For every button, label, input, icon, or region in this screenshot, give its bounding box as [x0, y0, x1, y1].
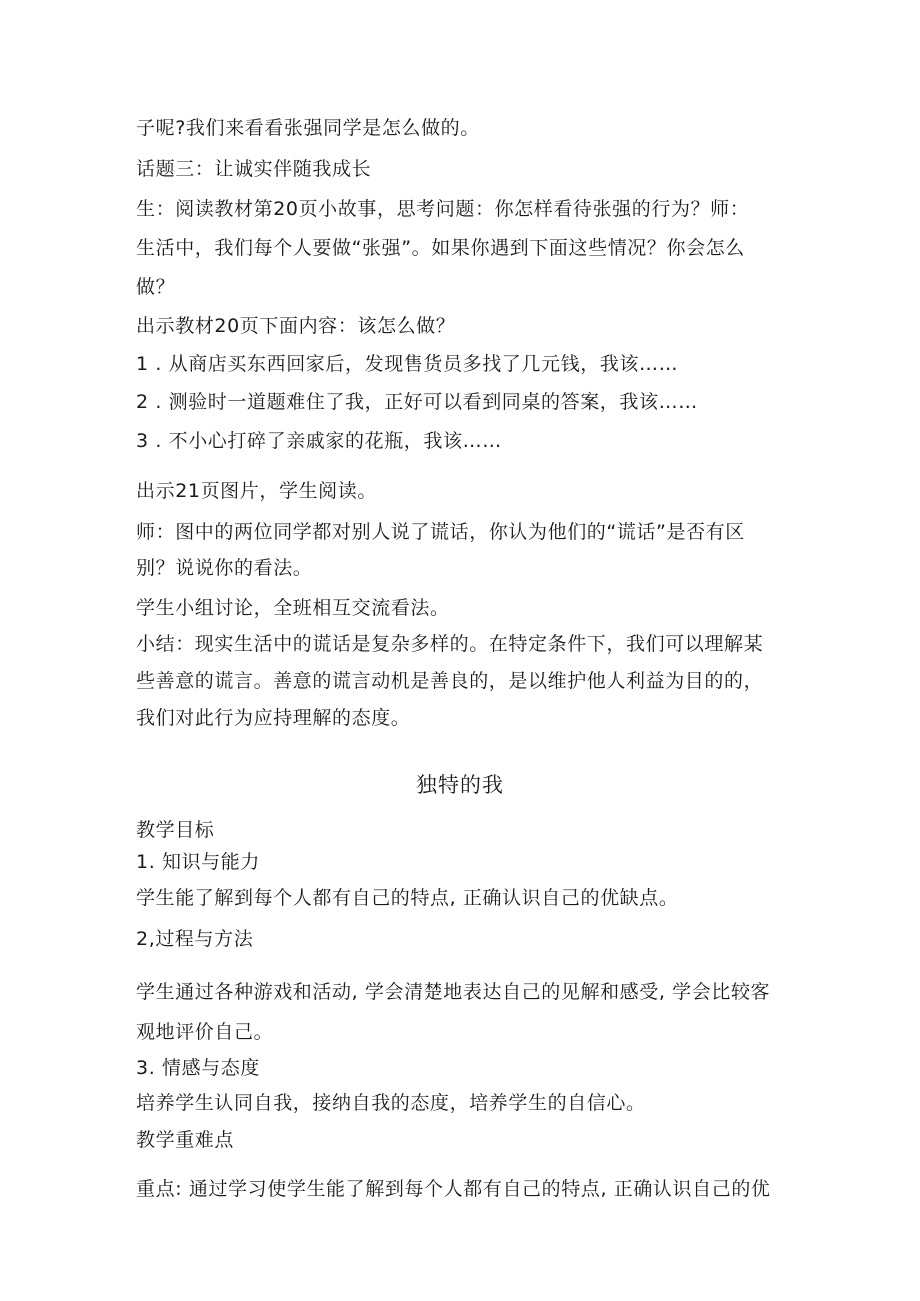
list-item: 1 . 从商店买东西回家后，发现售货员多找了几元钱，我该…… [136, 353, 679, 375]
paragraph-line: 学生通过各种游戏和活动, 学会清楚地表达自己的见解和感受, 学会比较客 [136, 981, 771, 1003]
list-item: 3 . 不小心打碎了亲戚家的花瓶，我该…… [136, 430, 502, 452]
paragraph-line: 出示21页图片，学生阅读。 [136, 480, 377, 502]
paragraph-line: 别？说说你的看法。 [136, 557, 313, 579]
paragraph-line: 师：图中的两位同学都对别人说了谎话，你认为他们的“谎话”是否有区 [136, 521, 745, 543]
paragraph-line: 出示教材20页下面内容：该怎么做？ [136, 315, 456, 337]
paragraph-line: 生：阅读教材第20页小故事，思考问题：你怎样看待张强的行为？师： [136, 198, 750, 220]
paragraph-line: 学生能了解到每个人都有自己的特点, 正确认识自己的优缺点。 [136, 887, 679, 909]
subheading: 教学重难点 [136, 1129, 235, 1151]
paragraph-line: 学生小组讨论，全班相互交流看法。 [136, 597, 450, 619]
topic-heading: 话题三：让诚实伴随我成长 [136, 158, 372, 180]
paragraph-line: 观地评价自己。 [136, 1021, 274, 1043]
paragraph-line: 些善意的谎言。善意的谎言动机是善良的，是以维护他人利益为目的的， [136, 670, 764, 692]
paragraph-line: 我们对此行为应持理解的态度。 [136, 707, 411, 729]
paragraph-line: 培养学生认同自我，接纳自我的态度，培养学生的自信心。 [136, 1092, 646, 1114]
subheading: 1. 知识与能力 [136, 851, 260, 873]
subheading: 3. 情感与态度 [136, 1057, 260, 1079]
paragraph-line: 重点: 通过学习使学生能了解到每个人都有自己的特点, 正确认识自己的优 [136, 1178, 771, 1200]
paragraph-line: 子呢?我们来看看张强同学是怎么做的。 [136, 117, 480, 139]
subheading: 2,过程与方法 [136, 928, 254, 950]
subheading: 教学目标 [136, 819, 215, 841]
paragraph-line: 生活中，我们每个人要做“张强”。如果你遇到下面这些情况？你会怎么 [136, 237, 745, 259]
section-title: 独特的我 [416, 773, 504, 797]
paragraph-line: 小结：现实生活中的谎话是复杂多样的。在特定条件下，我们可以理解某 [136, 633, 764, 655]
paragraph-line: 做？ [136, 276, 176, 298]
list-item: 2 . 测验时一道题难住了我，正好可以看到同桌的答案，我该…… [136, 391, 698, 413]
